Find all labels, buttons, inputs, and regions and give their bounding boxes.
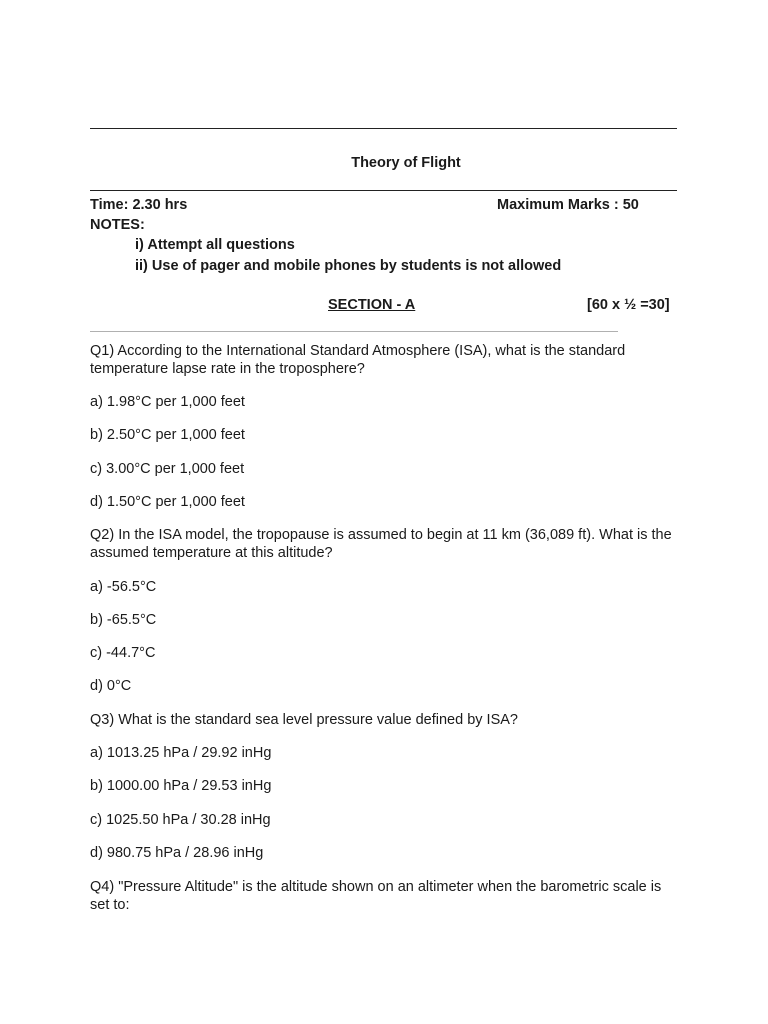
note-item: i) Attempt all questions [135,237,295,253]
question-text: Q4) "Pressure Altitude" is the altitude shown on an altimeter when the barometric scale is set to: [90,879,662,913]
answer-option: c) 1025.50 hPa / 30.28 inHg [90,812,271,828]
answer-option: d) 0°C [90,678,132,694]
section-rule [90,331,618,332]
section-heading: SECTION - A [328,297,416,313]
answer-option: a) -56.5°C [90,579,157,595]
notes-label: NOTES: [90,217,145,233]
question-text: Q2) In the ISA model, the tropopause is assumed to begin at 11 km (36,089 ft). What is the assumed temperature at this altitude? [90,527,672,561]
answer-option: b) -65.5°C [90,612,157,628]
answer-option: b) 1000.00 hPa / 29.53 inHg [90,778,272,794]
title-rule [90,190,677,191]
maximum-marks: Maximum Marks : 50 [497,197,639,213]
note-item: ii) Use of pager and mobile phones by students is not allowed [135,258,562,274]
top-rule [90,128,677,129]
answer-option: d) 1.50°C per 1,000 feet [90,494,245,510]
answer-option: c) -44.7°C [90,645,156,661]
answer-option: a) 1.98°C per 1,000 feet [90,394,245,410]
question-text: Q3) What is the standard sea level pressure value defined by ISA? [90,712,518,728]
exam-time: Time: 2.30 hrs [90,197,188,213]
question-text: Q1) According to the International Standard Atmosphere (ISA), what is the standard temperature lapse rate in the troposphere? [90,343,626,377]
answer-option: d) 980.75 hPa / 28.96 inHg [90,845,264,861]
answer-option: c) 3.00°C per 1,000 feet [90,461,245,477]
page-title: Theory of Flight [351,155,461,171]
section-marks: [60 x ½ =30] [587,297,670,313]
answer-option: b) 2.50°C per 1,000 feet [90,427,245,443]
answer-option: a) 1013.25 hPa / 29.92 inHg [90,745,272,761]
